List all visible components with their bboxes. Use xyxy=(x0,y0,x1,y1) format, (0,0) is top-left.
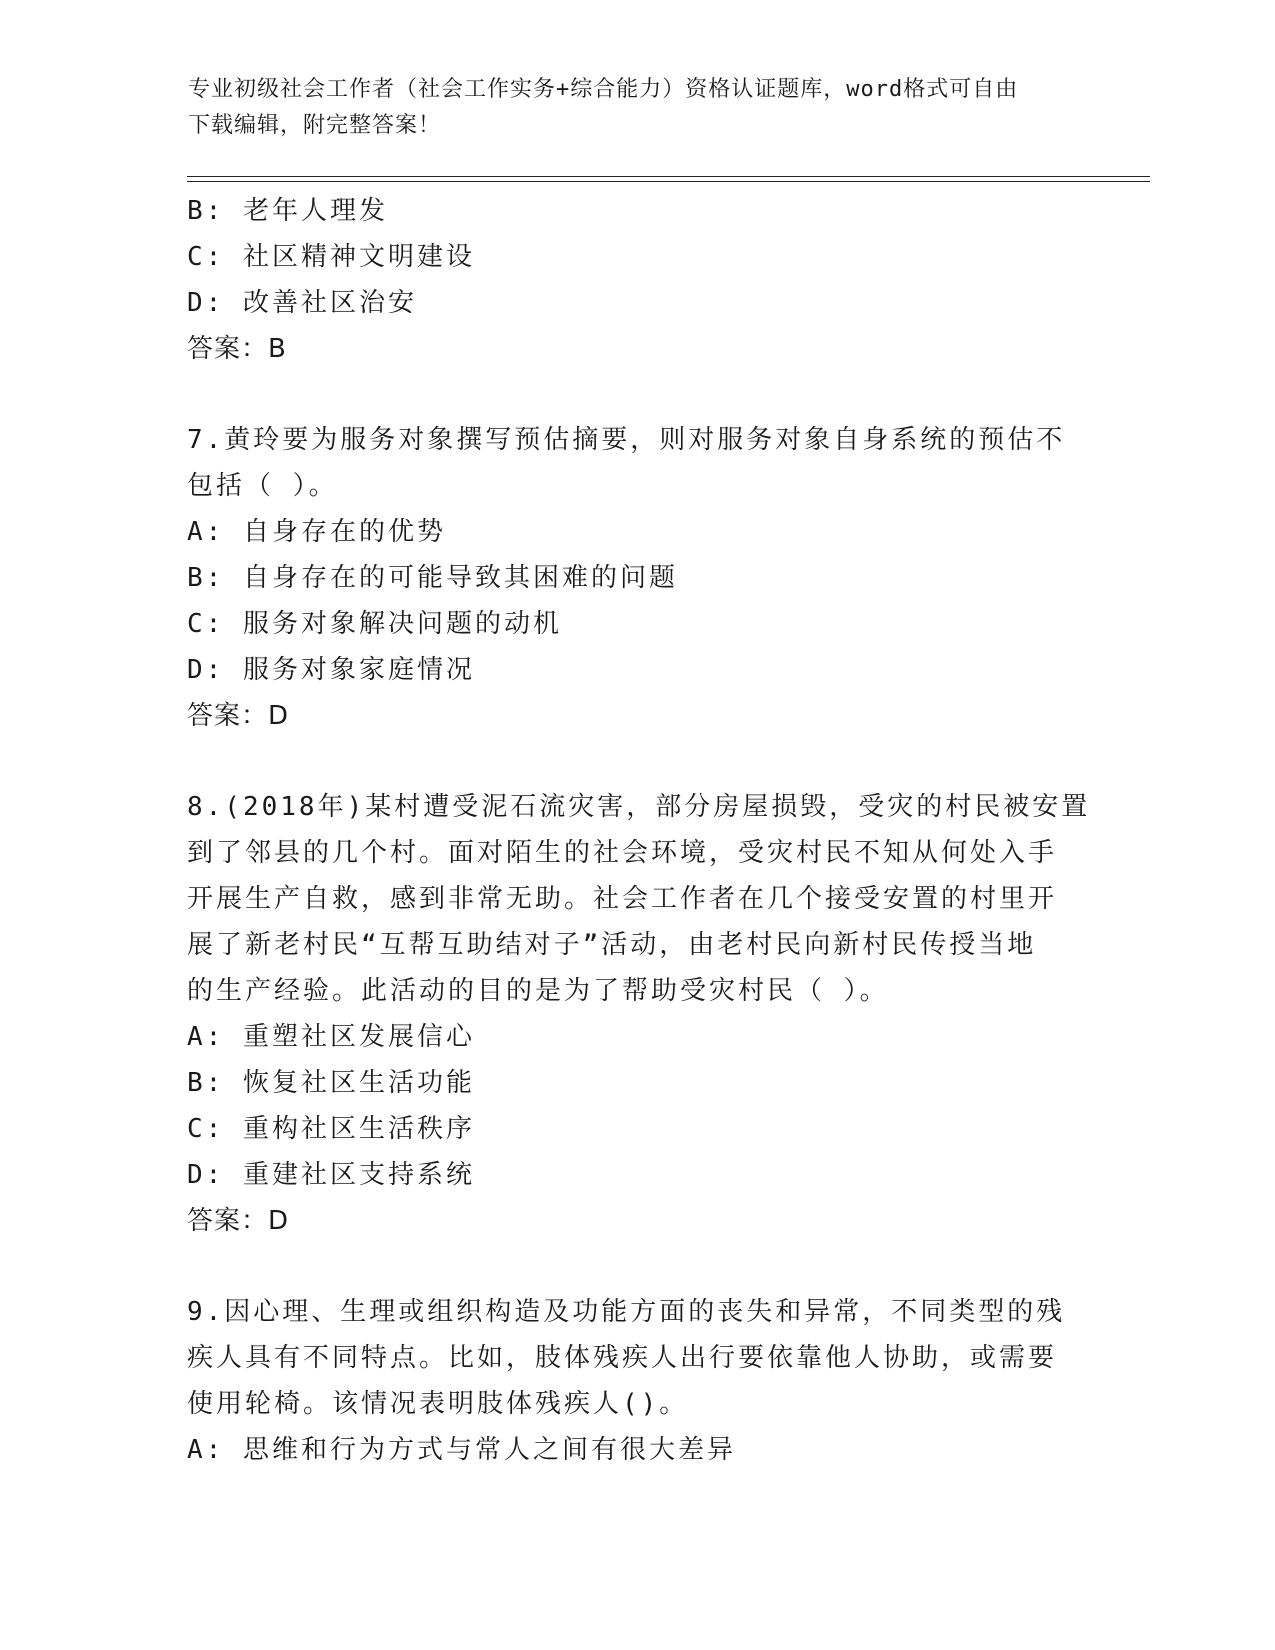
question-9 xyxy=(187,1289,1087,1473)
question-stem-line: 使用轮椅。该情况表明肢体残疾人()。 xyxy=(187,1389,689,1419)
option-d: D: 重建社区支持系统 xyxy=(187,1160,475,1190)
answer-line: 答案：D xyxy=(187,701,290,731)
option-b: B: 老年人理发 xyxy=(187,196,388,226)
question-stem-line: 到了邻县的几个村。面对陌生的社会环境，受灾村民不知从何处入手 xyxy=(187,838,1058,868)
question-stem-line: 展了新老村民“互帮互助结对子”活动，由老村民向新村民传授当地 xyxy=(187,930,1037,960)
question-stem-line: 7.黄玲要为服务对象撰写预估摘要，则对服务对象自身系统的预估不 xyxy=(187,425,1066,455)
option-b: B: 恢复社区生活功能 xyxy=(187,1068,475,1098)
question-6 xyxy=(187,188,1087,372)
option-a: A: 思维和行为方式与常人之间有很大差异 xyxy=(187,1435,736,1465)
option-c: C: 社区精神文明建设 xyxy=(187,242,475,272)
question-stem-line: 包括（ ）。 xyxy=(187,471,338,501)
option-b: B: 自身存在的可能导致其困难的问题 xyxy=(187,563,678,593)
question-stem-line: 9.因心理、生理或组织构造及功能方面的丧失和异常，不同类型的残 xyxy=(187,1297,1066,1327)
header-divider-bottom xyxy=(187,181,1150,182)
question-8 xyxy=(187,784,1091,1244)
option-c: C: 服务对象解决问题的动机 xyxy=(187,609,562,639)
question-7 xyxy=(187,417,1087,739)
header-line-2: 下载编辑，附完整答案！ xyxy=(188,113,442,138)
header-divider-top xyxy=(187,176,1150,177)
option-c: C: 重构社区生活秩序 xyxy=(187,1114,475,1144)
question-list xyxy=(187,188,1091,1473)
option-a: A: 自身存在的优势 xyxy=(187,517,446,547)
answer-line: 答案：B xyxy=(187,334,287,364)
document-header xyxy=(188,72,1088,144)
option-d: D: 服务对象家庭情况 xyxy=(187,655,475,685)
question-stem-line: 开展生产自救，感到非常无助。社会工作者在几个接受安置的村里开 xyxy=(187,884,1058,914)
question-stem-line: 疾人具有不同特点。比如，肢体残疾人出行要依靠他人协助，或需要 xyxy=(187,1343,1058,1373)
question-stem-line: 8.(2018年)某村遭受泥石流灾害，部分房屋损毁，受灾的村民被安置 xyxy=(187,792,1091,822)
option-d: D: 改善社区治安 xyxy=(187,288,417,318)
question-stem-line: 的生产经验。此活动的目的是为了帮助受灾村民（ ）。 xyxy=(187,976,889,1006)
header-line-1: 专业初级社会工作者（社会工作实务+综合能力）资格认证题库，word格式可自由 xyxy=(188,77,1019,102)
answer-line: 答案：D xyxy=(187,1206,290,1236)
option-a: A: 重塑社区发展信心 xyxy=(187,1022,475,1052)
